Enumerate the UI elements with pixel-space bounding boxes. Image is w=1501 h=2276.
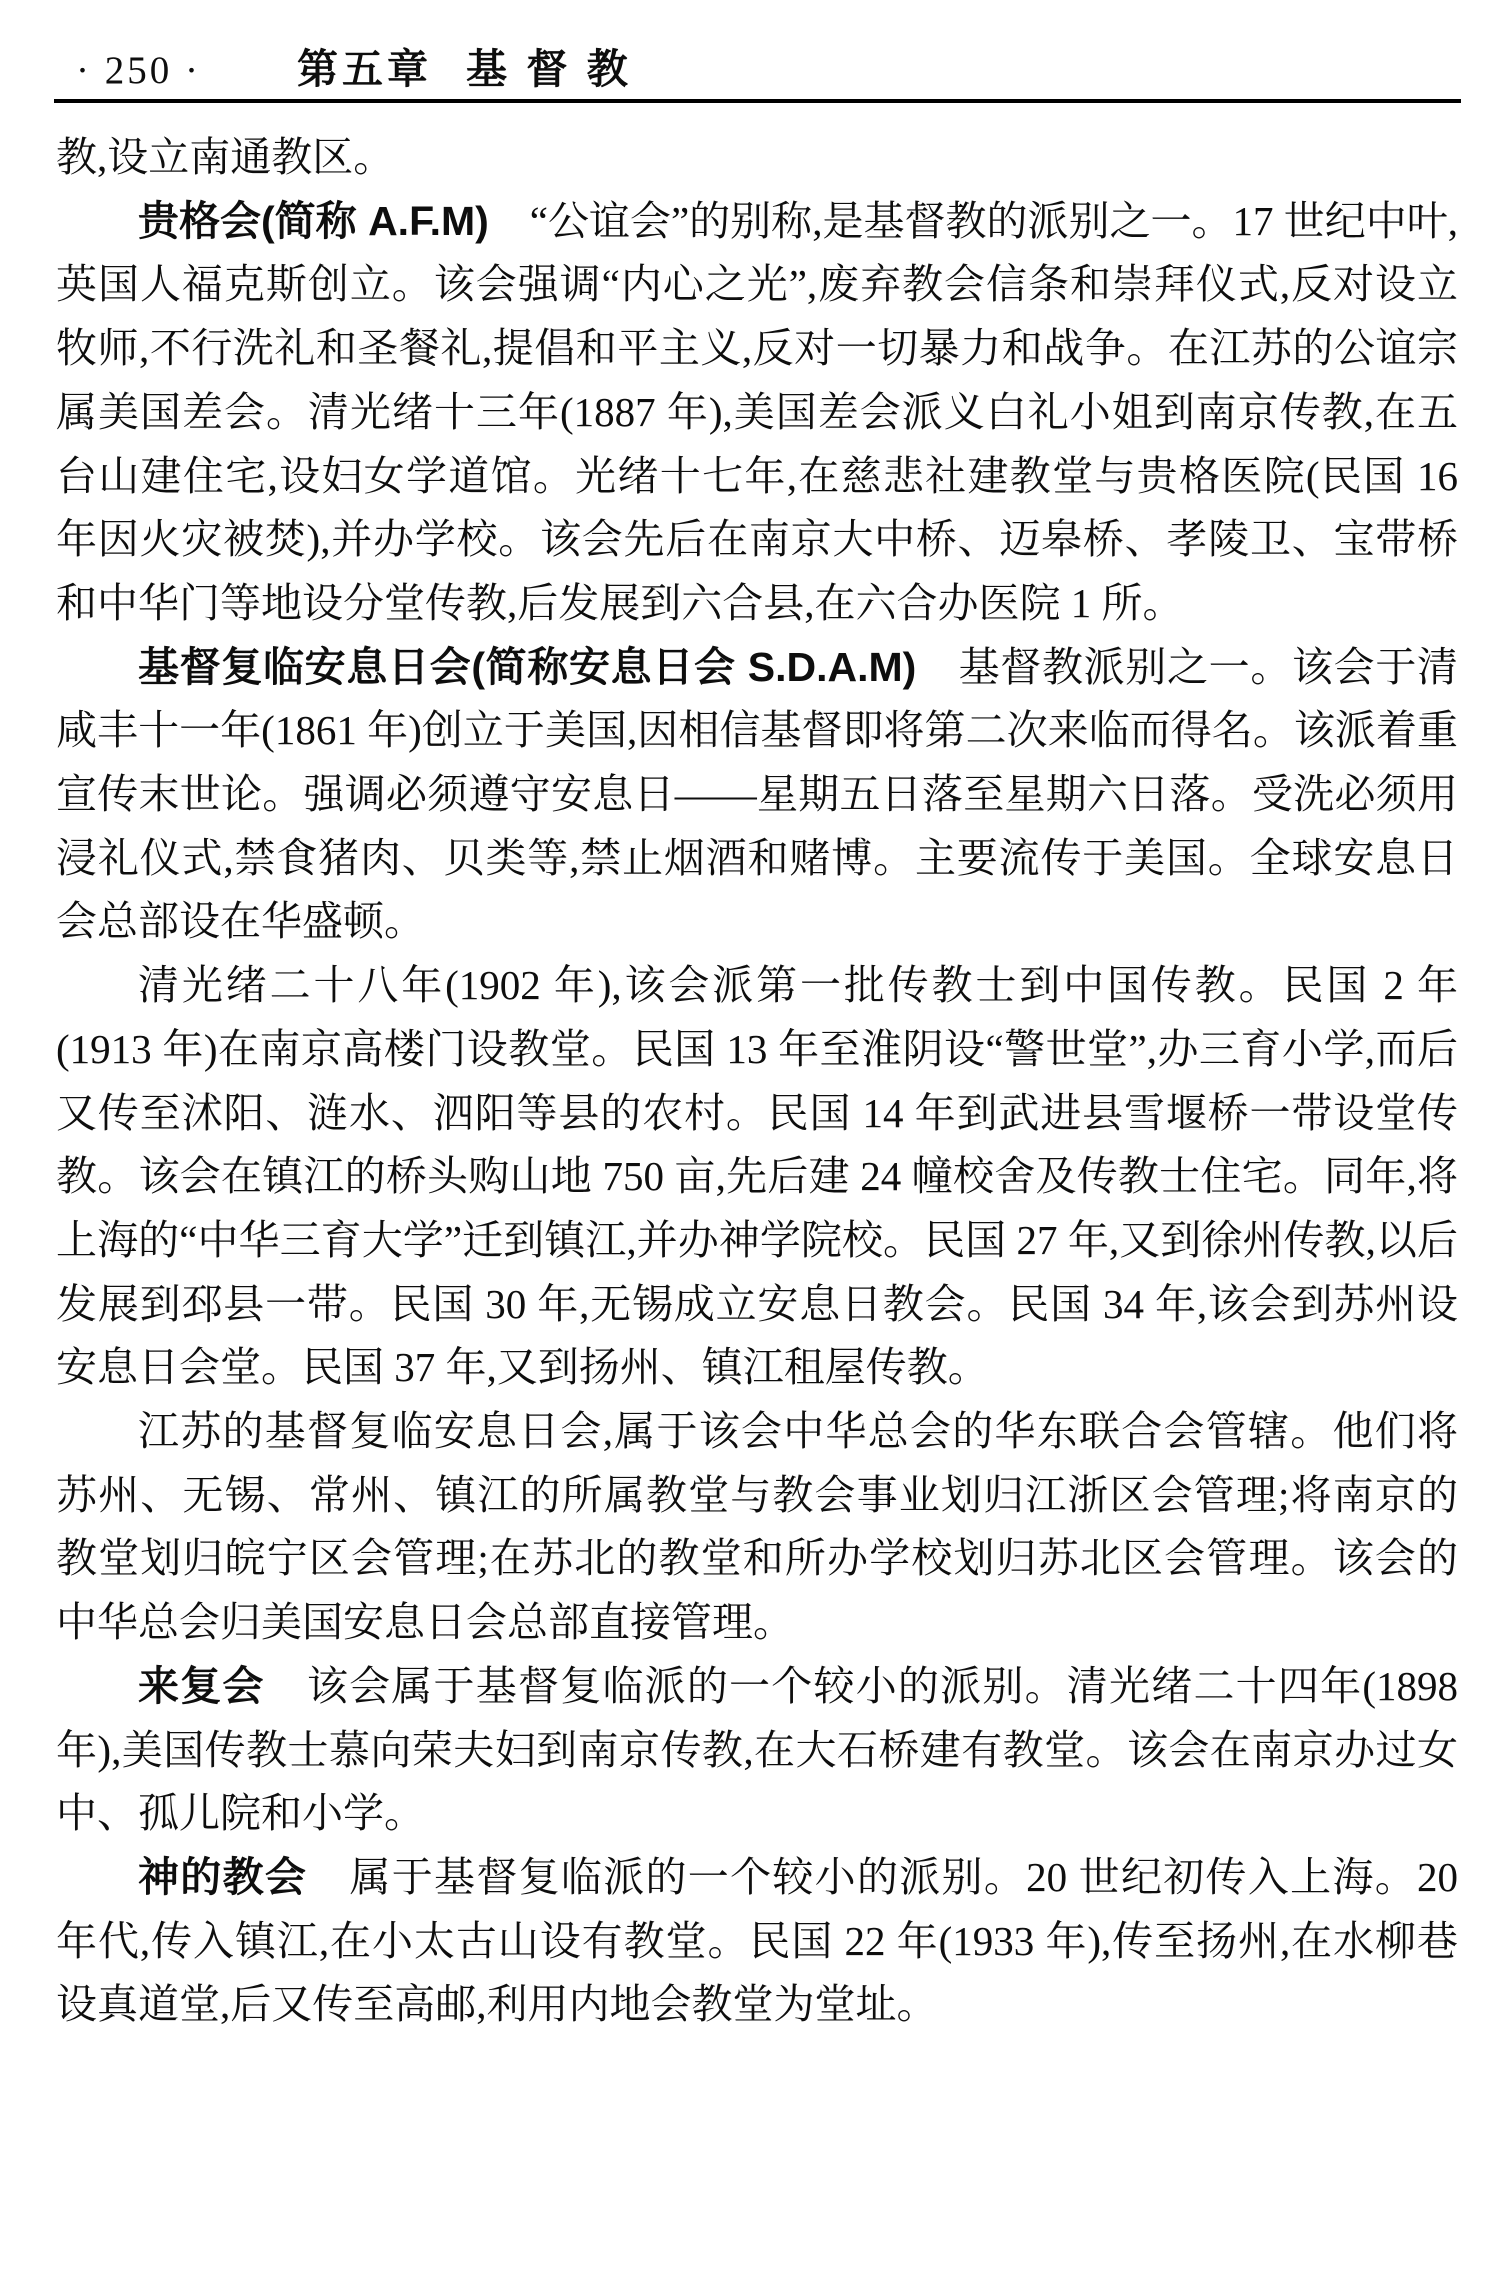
paragraph-text: 该会属于基督复临派的一个较小的派别。清光绪二十四年(1898 年),美国传教士慕向荣夫妇到南京传教,在大石桥建有教堂。该会在南京办过女中、孤儿院和小学。 (56, 1662, 1458, 1837)
paragraph-text: “公谊会”的别称,是基督教的派别之一。17 世纪中叶,英国人福克斯创立。该会强调“内心之光”,废弃教会信条和崇拜仪式,反对设立牧师,不行洗礼和圣餐礼,提倡和平主义,反对一切暴力和战争。在江苏的公谊宗属美国差会。清光绪十三年(1887 年),美国差会派义白礼小姐到南京传教,在五台山建住宅,设妇女学道馆。光绪十七年,在慈悲社建教堂与贵格医院(民国 16 年因火灾被焚),并办学校。该会先后在南京大中桥、迈皋桥、孝陵卫、宝带桥和中华门等地设分堂传教,后发展到六合县,在六合办医院 1 所。 (56, 197, 1458, 626)
chapter-title: 基 督 教 (465, 46, 632, 92)
paragraph-nantong-continuation (56, 126, 1458, 190)
paragraph-sda-administration (56, 1400, 1458, 1655)
paragraph-church-of-god (56, 1846, 1458, 2037)
paragraph-sda-definition (56, 636, 1458, 955)
paragraph-text: 基督教派别之一。该会于清咸丰十一年(1861 年)创立于美国,因相信基督即将第二次来临而得名。该派着重宣传末世论。强调必须遵守安息日——星期五日落至星期六日落。受洗必须用浸礼仪式,禁食猪肉、贝类等,禁止烟酒和赌博。主要流传于美国。全球安息日会总部设在华盛顿。 (56, 643, 1458, 945)
term-advent-christian-church: 来复会 (138, 1662, 265, 1709)
paragraph-sda-history (56, 954, 1458, 1400)
paragraph-text: 属于基督复临派的一个较小的派别。20 世纪初传入上海。20 年代,传入镇江,在小太古山设有教堂。民国 22 年(1933 年),传至扬州,在水柳巷设真道堂,后又传至高邮,利用内地会教堂为堂址。 (56, 1853, 1459, 2028)
page-body (56, 126, 1458, 2037)
header-rule (54, 99, 1461, 103)
paragraph-text: 清光绪二十八年(1902 年),该会派第一批传教士到中国传教。民国 2 年(1913 年)在南京高楼门设教堂。民国 13 年至淮阴设“警世堂”,办三育小学,而后又传至沭阳、涟水、泗阳等县的农村。民国 14 年到武进县雪堰桥一带设堂传教。该会在镇江的桥头购山地 750 亩,先后建 24 幢校舍及传教士住宅。同年,将上海的“中华三育大学”迁到镇江,并办神学院校。民国 27 年,又到徐州传教,以后发展到邳县一带。民国 30 年,无锡成立安息日教会。民国 34 年,该会到苏州设安息日会堂。民国 37 年,又到扬州、镇江租屋传教。 (56, 962, 1458, 1391)
paragraph-text: 教,设立南通教区。 (56, 134, 395, 180)
paragraph-advent-christian-church (56, 1655, 1458, 1846)
paragraph-text: 江苏的基督复临安息日会,属于该会中华总会的华东联合会管辖。他们将苏州、无锡、常州、镇江的所属教堂与教会事业划归江浙区会管理;将南京的教堂划归皖宁区会管理;在苏北的教堂和所办学校划归苏北区会管理。该会的中华总会归美国安息日会总部直接管理。 (56, 1408, 1458, 1646)
term-quakers: 贵格会(简称 A.F.M) (138, 197, 489, 244)
chapter-label: 第五章 (296, 46, 432, 92)
page-number: · 250 · (76, 49, 201, 92)
term-seventh-day-adventist: 基督复临安息日会(简称安息日会 S.D.A.M) (138, 643, 917, 690)
paragraph-quakers (56, 190, 1458, 636)
page-header (76, 36, 1453, 95)
term-church-of-god: 神的教会 (138, 1853, 308, 1900)
